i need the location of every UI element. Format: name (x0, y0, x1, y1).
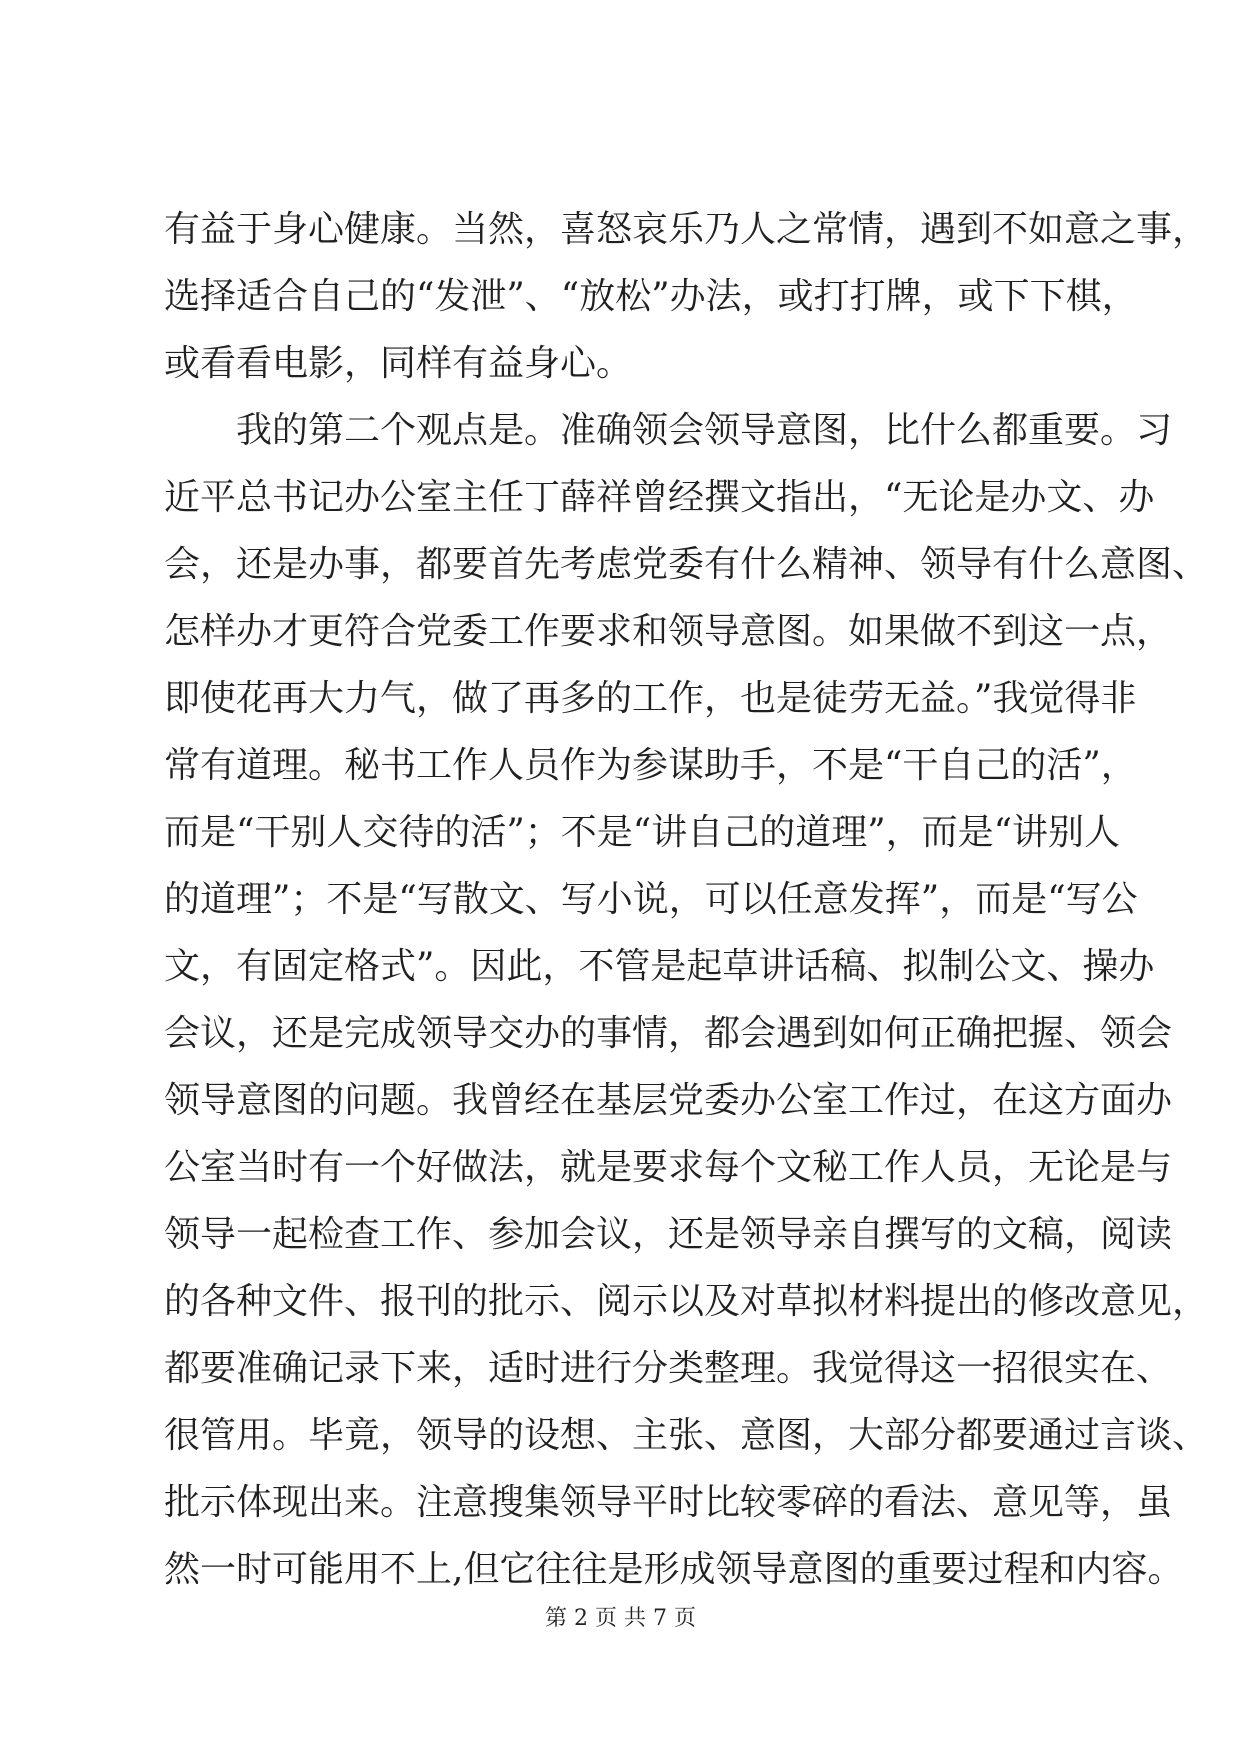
body-text-line: 而是“干别人交待的活”；不是“讲自己的道理”，而是“讲别人 (164, 812, 1121, 853)
body-text-line: 的道理”；不是“写散文、写小说，可以任意发挥”，而是“写公 (164, 879, 1138, 920)
body-text-line: 批示体现出来。注意搜集领导平时比较零碎的看法、意见等，虽 (164, 1482, 1173, 1523)
body-text-line: 领导意图的问题。我曾经在基层党委办公室工作过，在这方面办 (164, 1080, 1173, 1121)
body-text-line: 文，有固定格式”。因此，不管是起草讲话稿、拟制公文、操办 (164, 946, 1155, 987)
body-text-line: 的各种文件、报刊的批示、阅示以及对草拟材料提出的修改意见， (164, 1281, 1209, 1322)
body-text-line: 有益于身心健康。当然，喜怒哀乐乃人之常情，遇到不如意之事， (164, 209, 1209, 250)
body-text-line: 怎样办才更符合党委工作要求和领导意图。如果做不到这一点， (164, 611, 1173, 652)
body-text-line: 或看看电影，同样有益身心。 (164, 343, 633, 384)
body-text-line: 近平总书记办公室主任丁薛祥曾经撰文指出，“无论是办文、办 (164, 477, 1155, 518)
body-text-line: 公室当时有一个好做法，就是要求每个文秘工作人员，无论是与 (164, 1147, 1173, 1188)
body-text-line: 都要准确记录下来，适时进行分类整理。我觉得这一招很实在、 (164, 1348, 1173, 1389)
page-number-footer: 第 2 页 共 7 页 (545, 1606, 696, 1631)
body-text-line: 会议，还是完成领导交办的事情，都会遇到如何正确把握、领会 (164, 1013, 1173, 1054)
body-text-line: 很管用。毕竟，领导的设想、主张、意图，大部分都要通过言谈、 (164, 1415, 1209, 1456)
paragraph-first-line: 我的第二个观点是。准确领会领导意图，比什么都重要。习 (236, 410, 1173, 451)
body-text-line: 即使花再大力气，做了再多的工作，也是徒劳无益。”我觉得非 (164, 678, 1137, 719)
body-text-line: 领导一起检查工作、参加会议，还是领导亲自撰写的文稿，阅读 (164, 1214, 1173, 1255)
body-text-line: 选择适合自己的“发泄”、“放松”办法，或打打牌，或下下棋， (164, 276, 1138, 317)
body-text-line: 然一时可能用不上,但它往往是形成领导意图的重要过程和内容。 (164, 1549, 1184, 1590)
body-text-line: 常有道理。秘书工作人员作为参谋助手，不是“干自己的活”， (164, 745, 1137, 786)
body-text-line: 会，还是办事，都要首先考虑党委有什么精神、领导有什么意图、 (164, 544, 1209, 585)
